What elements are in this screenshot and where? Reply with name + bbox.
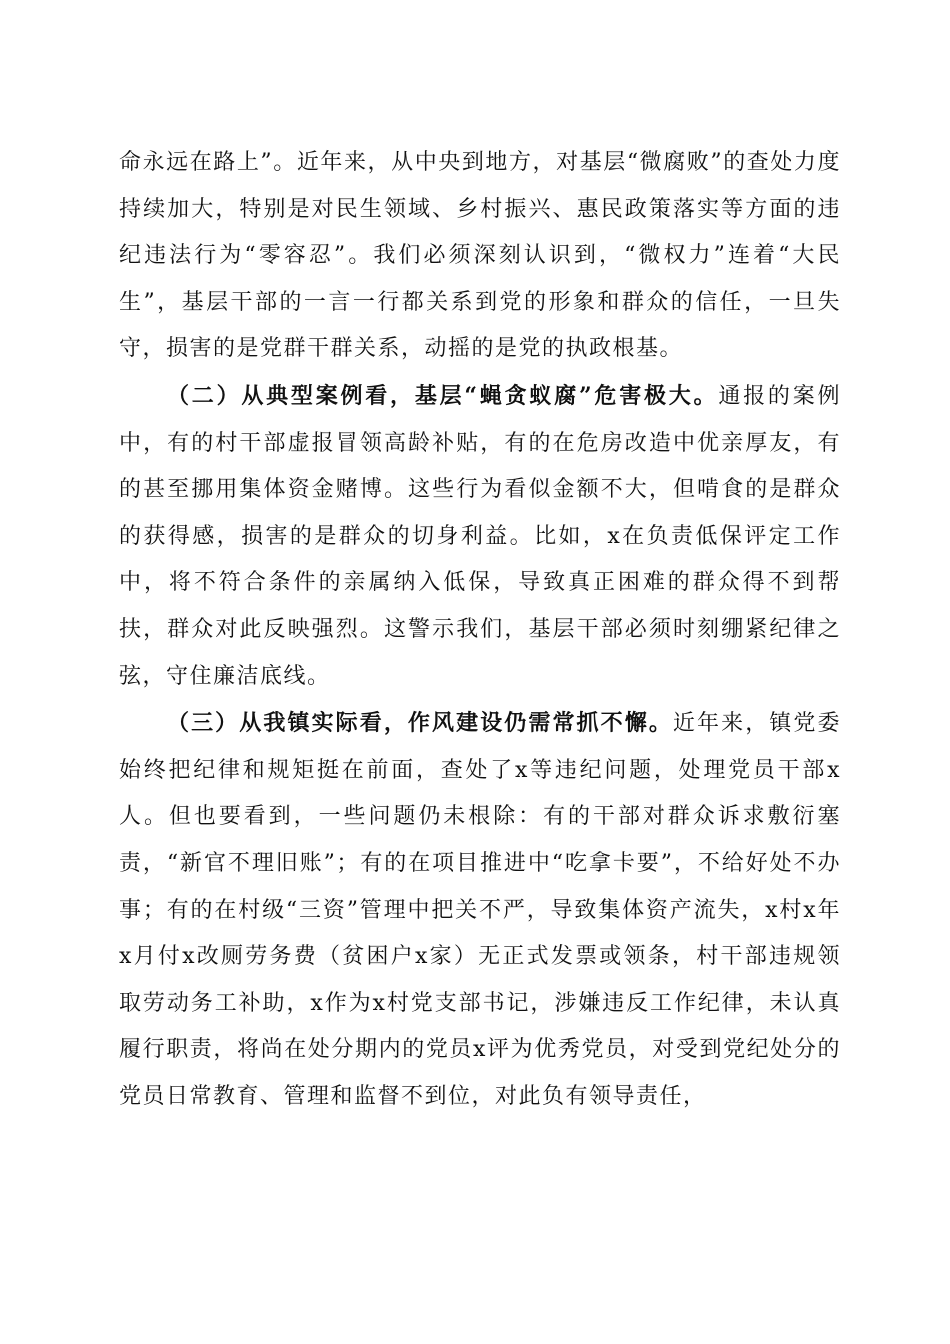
paragraph-text: 命永远在路上”。近年来，从中央到地方，对基层“微腐败”的查处力度持续加大，特别是对民生领域、乡村振兴、惠民政策落实等方面的违纪违法行为“零容忍”。我们必须深刻认识到，“微权力”连着“大民生”，基层干部的一言一行都关系到党的形象和群众的信任，一旦失守，损害的是党群干群关系，动摇的是党的执政根基。: [119, 150, 841, 362]
paragraph-text: 通报的案例中，有的村干部虚报冒领高龄补贴，有的在危房改造中优亲厚友，有的甚至挪用集体资金赌博。这些行为看似金额不大，但啃食的是群众的获得感，损害的是群众的切身利益。比如，x在负责低保评定工作中，将不符合条件的亲属纳入低保，导致真正困难的群众得不到帮扶，群众对此反映强烈。这警示我们，基层干部必须时刻绷紧纪律之弦，守住廉洁底线。: [119, 383, 841, 689]
paragraph-continuation: [119, 140, 841, 373]
document-body: [119, 140, 841, 1120]
section-heading: （三）从我镇实际看，作风建设仍需常抓不懈。: [167, 710, 673, 737]
paragraph-text: 近年来，镇党委始终把纪律和规矩挺在前面，查处了x等违纪问题，处理党员干部x人。但也要看到，一些问题仍未根除：有的干部对群众诉求敷衍塞责，“新官不理旧账”；有的在项目推进中“吃拿卡要”，不给好处不办事；有的在村级“三资”管理中把关不严，导致集体资产流失，x村x年x月付x改厕劳务费（贫困户x家）无正式发票或领条，村干部违规领取劳动务工补助，x作为x村党支部书记，涉嫌违反工作纪律，未认真履行职责，将尚在处分期内的党员x评为优秀党员，对受到党纪处分的党员日常教育、管理和监督不到位，对此负有领导责任，: [119, 711, 841, 1109]
paragraph-town-situation: [119, 700, 841, 1120]
paragraph-typical-cases: [119, 373, 841, 700]
section-heading: （二）从典型案例看，基层“蝇贪蚁腐”危害极大。: [167, 382, 719, 409]
